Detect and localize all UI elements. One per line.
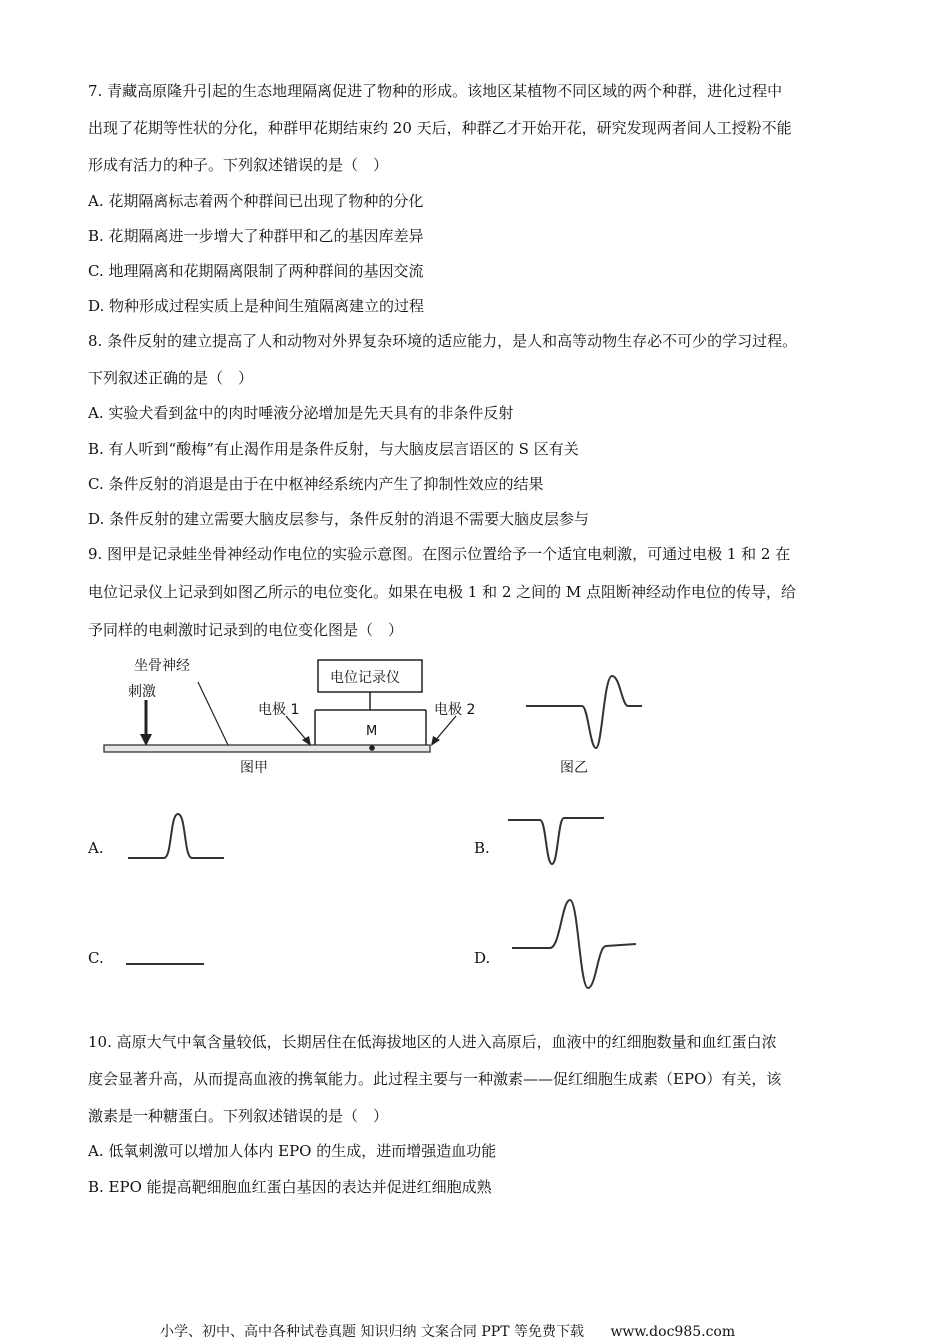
- q10-stem-line-2: 度会显著升高，从而提高血液的携氧能力。此过程主要与一种激素——促红细胞生成素（EPO）有关，该: [88, 1070, 782, 1088]
- figure-yi-waveform: [520, 670, 650, 750]
- electrode-1-label: 电极 1: [258, 702, 300, 718]
- recorder-label: 电位记录仪: [330, 670, 400, 686]
- q9-stem-line-2: 电位记录仪上记录到如图乙所示的电位变化。如果在电极 1 和 2 之间的 M 点阻断神经动作电位的传导，给: [88, 583, 797, 601]
- q8-stem-line-2: 下列叙述正确的是（ ）: [88, 369, 254, 387]
- q7-option-c: C. 地理隔离和花期隔离限制了两种群间的基因交流: [88, 262, 424, 280]
- sciatic-nerve: [104, 745, 430, 752]
- q9-stem-line-1: 9. 图甲是记录蛙坐骨神经动作电位的实验示意图。在图示位置给予一个适宜电刺激，可通过电极 1 和 2 在: [88, 545, 791, 563]
- q9-option-d-label: D.: [474, 949, 491, 967]
- footer-url[interactable]: www.doc985.com: [610, 1324, 736, 1340]
- option-a-waveform: [124, 810, 234, 870]
- q10-option-a: A. 低氧刺激可以增加人体内 EPO 的生成，进而增强造血功能: [88, 1142, 497, 1160]
- q8-option-c: C. 条件反射的消退是由于在中枢神经系统内产生了抑制性效应的结果: [88, 475, 544, 493]
- fig-yi-caption: 图乙: [560, 760, 588, 776]
- q7-option-b: B. 花期隔离进一步增大了种群甲和乙的基因库差异: [88, 227, 424, 245]
- q9-stem-line-3: 予同样的电刺激时记录到的电位变化图是（ ）: [88, 621, 404, 639]
- q7-option-a: A. 花期隔离标志着两个种群间已出现了物种的分化: [88, 192, 424, 210]
- q9-option-a-label: A.: [88, 839, 104, 857]
- q9-option-b-label: B.: [474, 839, 490, 857]
- m-point: [369, 745, 375, 751]
- q7-stem-line-2: 出现了花期等性状的分化，种群甲花期结束约 20 天后，种群乙才开始开花，研究发现两者间人工授粉不能: [88, 119, 792, 137]
- q7-stem-line-1: 7. 青藏高原隆升引起的生态地理隔离促进了物种的形成。该地区某植物不同区域的两个种群，进化过程中: [88, 82, 783, 100]
- q8-option-b: B. 有人听到“酸梅”有止渴作用是条件反射，与大脑皮层言语区的 S 区有关: [88, 440, 579, 458]
- sciatic-nerve-label: 坐骨神经: [134, 658, 190, 674]
- stimulus-arrow-icon: [140, 734, 152, 746]
- m-label: M: [366, 724, 378, 739]
- q8-option-a: A. 实验犬看到盆中的肉时唾液分泌增加是先天具有的非条件反射: [88, 404, 514, 422]
- fig-jia-caption: 图甲: [240, 760, 268, 776]
- q10-option-b: B. EPO 能提高靶细胞血红蛋白基因的表达并促进红细胞成熟: [88, 1178, 492, 1196]
- q8-stem-line-1: 8. 条件反射的建立提高了人和动物对外界复杂环境的适应能力，是人和高等动物生存必不可少的学习过程。: [88, 332, 798, 350]
- q7-option-d: D. 物种形成过程实质上是种间生殖隔离建立的过程: [88, 297, 425, 315]
- q8-option-d: D. 条件反射的建立需要大脑皮层参与，条件反射的消退不需要大脑皮层参与: [88, 510, 590, 528]
- stimulus-label: 刺激: [128, 684, 156, 700]
- q10-stem-line-3: 激素是一种糖蛋白。下列叙述错误的是（ ）: [88, 1107, 389, 1125]
- q7-stem-line-3: 形成有活力的种子。下列叙述错误的是（ ）: [88, 156, 389, 174]
- option-b-waveform: [506, 810, 616, 870]
- q9-option-c-label: C.: [88, 949, 104, 967]
- electrode-2-label: 电极 2: [434, 702, 476, 718]
- option-d-waveform: [508, 896, 648, 996]
- footer: [160, 1323, 735, 1341]
- q10-stem-line-1: 10. 高原大气中氧含量较低，长期居住在低海拔地区的人进入高原后，血液中的红细胞数量和血红蛋白浓: [88, 1033, 777, 1051]
- option-c-waveform: [124, 954, 214, 974]
- footer-text: 小学、初中、高中各种试卷真题 知识归纳 文案合同 PPT 等免费下载: [160, 1324, 584, 1340]
